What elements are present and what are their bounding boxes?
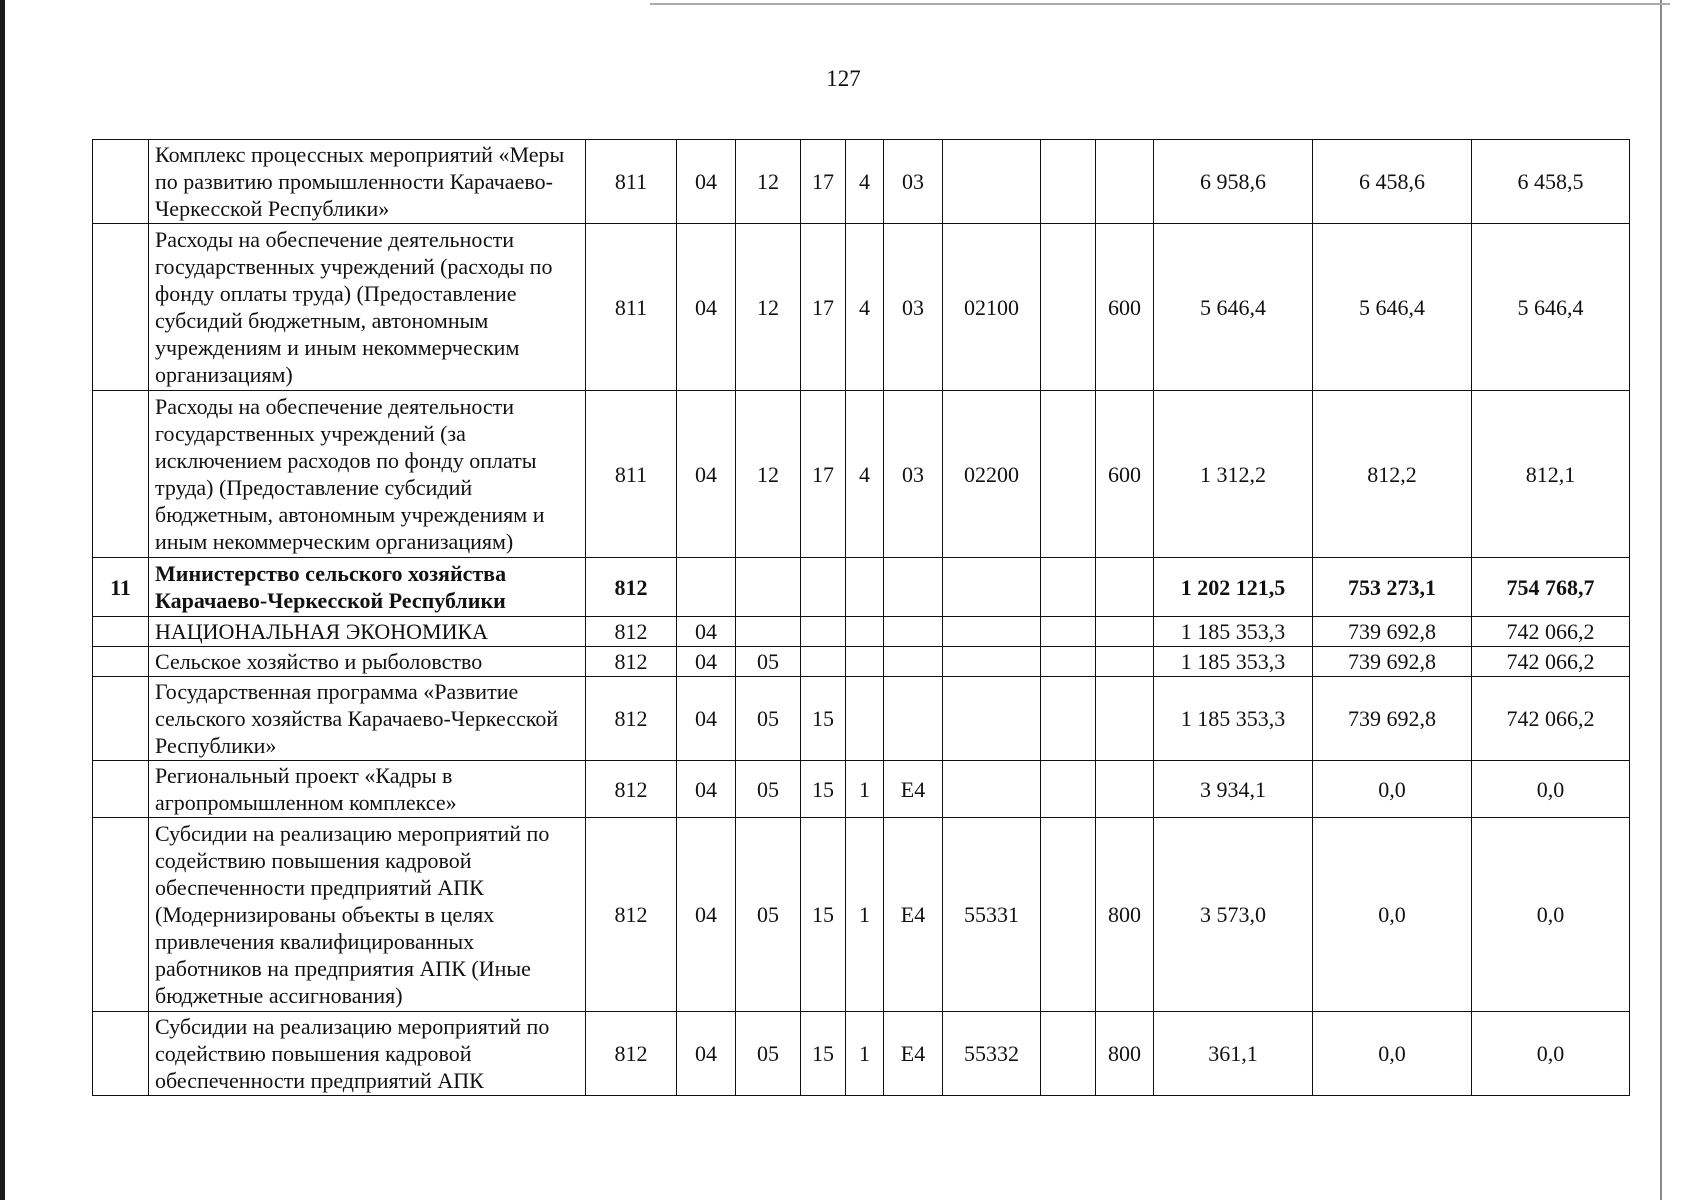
event-code: E4 bbox=[884, 1012, 943, 1096]
direction-code bbox=[943, 647, 1041, 677]
amount-year-1: 1 185 353,3 bbox=[1154, 617, 1313, 647]
subprogram-code: 4 bbox=[846, 391, 884, 558]
amount-year-1: 1 185 353,3 bbox=[1154, 647, 1313, 677]
subprogram-code bbox=[846, 558, 884, 617]
subprogram-code bbox=[846, 677, 884, 761]
amount-year-3: 754 768,7 bbox=[1472, 558, 1630, 617]
budget-table bbox=[92, 139, 1630, 1096]
section-code: 04 bbox=[677, 677, 736, 761]
ministry-code: 812 bbox=[586, 1012, 677, 1096]
amount-year-2: 0,0 bbox=[1313, 761, 1472, 818]
program-code bbox=[801, 647, 846, 677]
table-row bbox=[93, 140, 1630, 224]
ministry-code: 812 bbox=[586, 761, 677, 818]
row-name: Министерство сельского хозяйства Карачаево-Черкесской Республики bbox=[149, 558, 586, 617]
program-code bbox=[801, 558, 846, 617]
expense-type-code: 800 bbox=[1096, 818, 1154, 1012]
ministry-code: 811 bbox=[586, 224, 677, 391]
amount-year-2: 753 273,1 bbox=[1313, 558, 1472, 617]
direction-code: 02200 bbox=[943, 391, 1041, 558]
table-row bbox=[93, 558, 1630, 617]
subprogram-code bbox=[846, 617, 884, 647]
table-row bbox=[93, 617, 1630, 647]
extra-code bbox=[1041, 818, 1096, 1012]
row-name: Расходы на обеспечение деятельности государственных учреждений (расходы по фонду оплаты труда) (Предоставление субсидий бюджетным, автономным учреждениям и иным некоммерческим организациям) bbox=[149, 224, 586, 391]
page-number: 127 bbox=[826, 66, 861, 91]
row-number bbox=[93, 761, 149, 818]
expense-type-code bbox=[1096, 558, 1154, 617]
section-code: 04 bbox=[677, 224, 736, 391]
subsection-code: 05 bbox=[736, 647, 801, 677]
direction-code bbox=[943, 761, 1041, 818]
event-code: E4 bbox=[884, 818, 943, 1012]
amount-year-2: 0,0 bbox=[1313, 818, 1472, 1012]
section-code: 04 bbox=[677, 1012, 736, 1096]
subsection-code: 05 bbox=[736, 1012, 801, 1096]
row-name: Сельское хозяйство и рыболовство bbox=[149, 647, 586, 677]
row-number bbox=[93, 140, 149, 224]
expense-type-code bbox=[1096, 761, 1154, 818]
event-code: 03 bbox=[884, 391, 943, 558]
row-number bbox=[93, 647, 149, 677]
amount-year-2: 5 646,4 bbox=[1313, 224, 1472, 391]
subsection-code: 12 bbox=[736, 140, 801, 224]
ministry-code: 812 bbox=[586, 647, 677, 677]
row-name: Субсидии на реализацию мероприятий по содействию повышения кадровой обеспеченности предприятий АПК (Модернизированы объекты в целях привлечения квалифицированных работников на предприятия АПК (Иные бюджетные ассигнования) bbox=[149, 818, 586, 1012]
amount-year-2: 6 458,6 bbox=[1313, 140, 1472, 224]
subsection-code: 12 bbox=[736, 391, 801, 558]
amount-year-1: 361,1 bbox=[1154, 1012, 1313, 1096]
amount-year-3: 812,1 bbox=[1472, 391, 1630, 558]
section-code: 04 bbox=[677, 140, 736, 224]
extra-code bbox=[1041, 140, 1096, 224]
program-code: 15 bbox=[801, 677, 846, 761]
direction-code: 55332 bbox=[943, 1012, 1041, 1096]
program-code: 15 bbox=[801, 1012, 846, 1096]
ministry-code: 812 bbox=[586, 558, 677, 617]
extra-code bbox=[1041, 224, 1096, 391]
row-number bbox=[93, 677, 149, 761]
direction-code bbox=[943, 677, 1041, 761]
amount-year-1: 1 185 353,3 bbox=[1154, 677, 1313, 761]
row-number: 11 bbox=[93, 558, 149, 617]
event-code: E4 bbox=[884, 761, 943, 818]
table-row bbox=[93, 391, 1630, 558]
subprogram-code: 1 bbox=[846, 761, 884, 818]
table-row bbox=[93, 647, 1630, 677]
subprogram-code: 1 bbox=[846, 818, 884, 1012]
table-row bbox=[93, 224, 1630, 391]
extra-code bbox=[1041, 391, 1096, 558]
row-name: Расходы на обеспечение деятельности государственных учреждений (за исключением расходов по фонду оплаты труда) (Предоставление субсидий бюджетным, автономным учреждениям и иным некоммерческим организациям) bbox=[149, 391, 586, 558]
event-code bbox=[884, 558, 943, 617]
section-code: 04 bbox=[677, 818, 736, 1012]
row-number bbox=[93, 617, 149, 647]
section-code: 04 bbox=[677, 647, 736, 677]
table-row bbox=[93, 818, 1630, 1012]
ministry-code: 811 bbox=[586, 391, 677, 558]
amount-year-3: 0,0 bbox=[1472, 761, 1630, 818]
program-code: 15 bbox=[801, 761, 846, 818]
scan-edge-right bbox=[1660, 0, 1662, 1200]
subprogram-code: 1 bbox=[846, 1012, 884, 1096]
row-name: НАЦИОНАЛЬНАЯ ЭКОНОМИКА bbox=[149, 617, 586, 647]
program-code: 17 bbox=[801, 224, 846, 391]
event-code bbox=[884, 617, 943, 647]
amount-year-3: 0,0 bbox=[1472, 818, 1630, 1012]
row-number bbox=[93, 224, 149, 391]
program-code bbox=[801, 617, 846, 647]
row-name: Государственная программа «Развитие сельского хозяйства Карачаево-Черкесской Республики» bbox=[149, 677, 586, 761]
ministry-code: 811 bbox=[586, 140, 677, 224]
amount-year-1: 6 958,6 bbox=[1154, 140, 1313, 224]
amount-year-2: 739 692,8 bbox=[1313, 617, 1472, 647]
amount-year-1: 1 312,2 bbox=[1154, 391, 1313, 558]
event-code bbox=[884, 647, 943, 677]
table-row bbox=[93, 1012, 1630, 1096]
event-code bbox=[884, 677, 943, 761]
table-row bbox=[93, 677, 1630, 761]
direction-code: 02100 bbox=[943, 224, 1041, 391]
expense-type-code bbox=[1096, 677, 1154, 761]
amount-year-3: 5 646,4 bbox=[1472, 224, 1630, 391]
event-code: 03 bbox=[884, 224, 943, 391]
program-code: 17 bbox=[801, 140, 846, 224]
section-code bbox=[677, 558, 736, 617]
expense-type-code bbox=[1096, 647, 1154, 677]
subprogram-code: 4 bbox=[846, 224, 884, 391]
row-name: Комплекс процессных мероприятий «Меры по развитию промышленности Карачаево-Черкесской Республики» bbox=[149, 140, 586, 224]
extra-code bbox=[1041, 1012, 1096, 1096]
amount-year-2: 739 692,8 bbox=[1313, 677, 1472, 761]
expense-type-code bbox=[1096, 617, 1154, 647]
program-code: 15 bbox=[801, 818, 846, 1012]
row-number bbox=[93, 818, 149, 1012]
expense-type-code: 800 bbox=[1096, 1012, 1154, 1096]
extra-code bbox=[1041, 677, 1096, 761]
subsection-code: 05 bbox=[736, 761, 801, 818]
table-row bbox=[93, 761, 1630, 818]
scan-edge-left bbox=[0, 0, 5, 1200]
amount-year-3: 742 066,2 bbox=[1472, 677, 1630, 761]
subsection-code: 12 bbox=[736, 224, 801, 391]
direction-code bbox=[943, 617, 1041, 647]
subprogram-code bbox=[846, 647, 884, 677]
extra-code bbox=[1041, 558, 1096, 617]
extra-code bbox=[1041, 647, 1096, 677]
amount-year-3: 742 066,2 bbox=[1472, 617, 1630, 647]
amount-year-3: 6 458,5 bbox=[1472, 140, 1630, 224]
row-name: Региональный проект «Кадры в агропромышленном комплексе» bbox=[149, 761, 586, 818]
amount-year-2: 739 692,8 bbox=[1313, 647, 1472, 677]
expense-type-code: 600 bbox=[1096, 391, 1154, 558]
amount-year-1: 3 934,1 bbox=[1154, 761, 1313, 818]
subsection-code: 05 bbox=[736, 677, 801, 761]
extra-code bbox=[1041, 761, 1096, 818]
ministry-code: 812 bbox=[586, 617, 677, 647]
subprogram-code: 4 bbox=[846, 140, 884, 224]
row-number bbox=[93, 1012, 149, 1096]
amount-year-3: 0,0 bbox=[1472, 1012, 1630, 1096]
ministry-code: 812 bbox=[586, 677, 677, 761]
amount-year-1: 1 202 121,5 bbox=[1154, 558, 1313, 617]
direction-code bbox=[943, 140, 1041, 224]
event-code: 03 bbox=[884, 140, 943, 224]
subsection-code bbox=[736, 617, 801, 647]
ministry-code: 812 bbox=[586, 818, 677, 1012]
amount-year-1: 5 646,4 bbox=[1154, 224, 1313, 391]
section-code: 04 bbox=[677, 617, 736, 647]
amount-year-2: 0,0 bbox=[1313, 1012, 1472, 1096]
expense-type-code bbox=[1096, 140, 1154, 224]
direction-code bbox=[943, 558, 1041, 617]
extra-code bbox=[1041, 617, 1096, 647]
amount-year-1: 3 573,0 bbox=[1154, 818, 1313, 1012]
section-code: 04 bbox=[677, 391, 736, 558]
row-number bbox=[93, 391, 149, 558]
program-code: 17 bbox=[801, 391, 846, 558]
row-name: Субсидии на реализацию мероприятий по содействию повышения кадровой обеспеченности предприятий АПК bbox=[149, 1012, 586, 1096]
expense-type-code: 600 bbox=[1096, 224, 1154, 391]
scan-edge-top bbox=[650, 3, 1670, 5]
direction-code: 55331 bbox=[943, 818, 1041, 1012]
subsection-code bbox=[736, 558, 801, 617]
section-code: 04 bbox=[677, 761, 736, 818]
subsection-code: 05 bbox=[736, 818, 801, 1012]
amount-year-2: 812,2 bbox=[1313, 391, 1472, 558]
amount-year-3: 742 066,2 bbox=[1472, 647, 1630, 677]
